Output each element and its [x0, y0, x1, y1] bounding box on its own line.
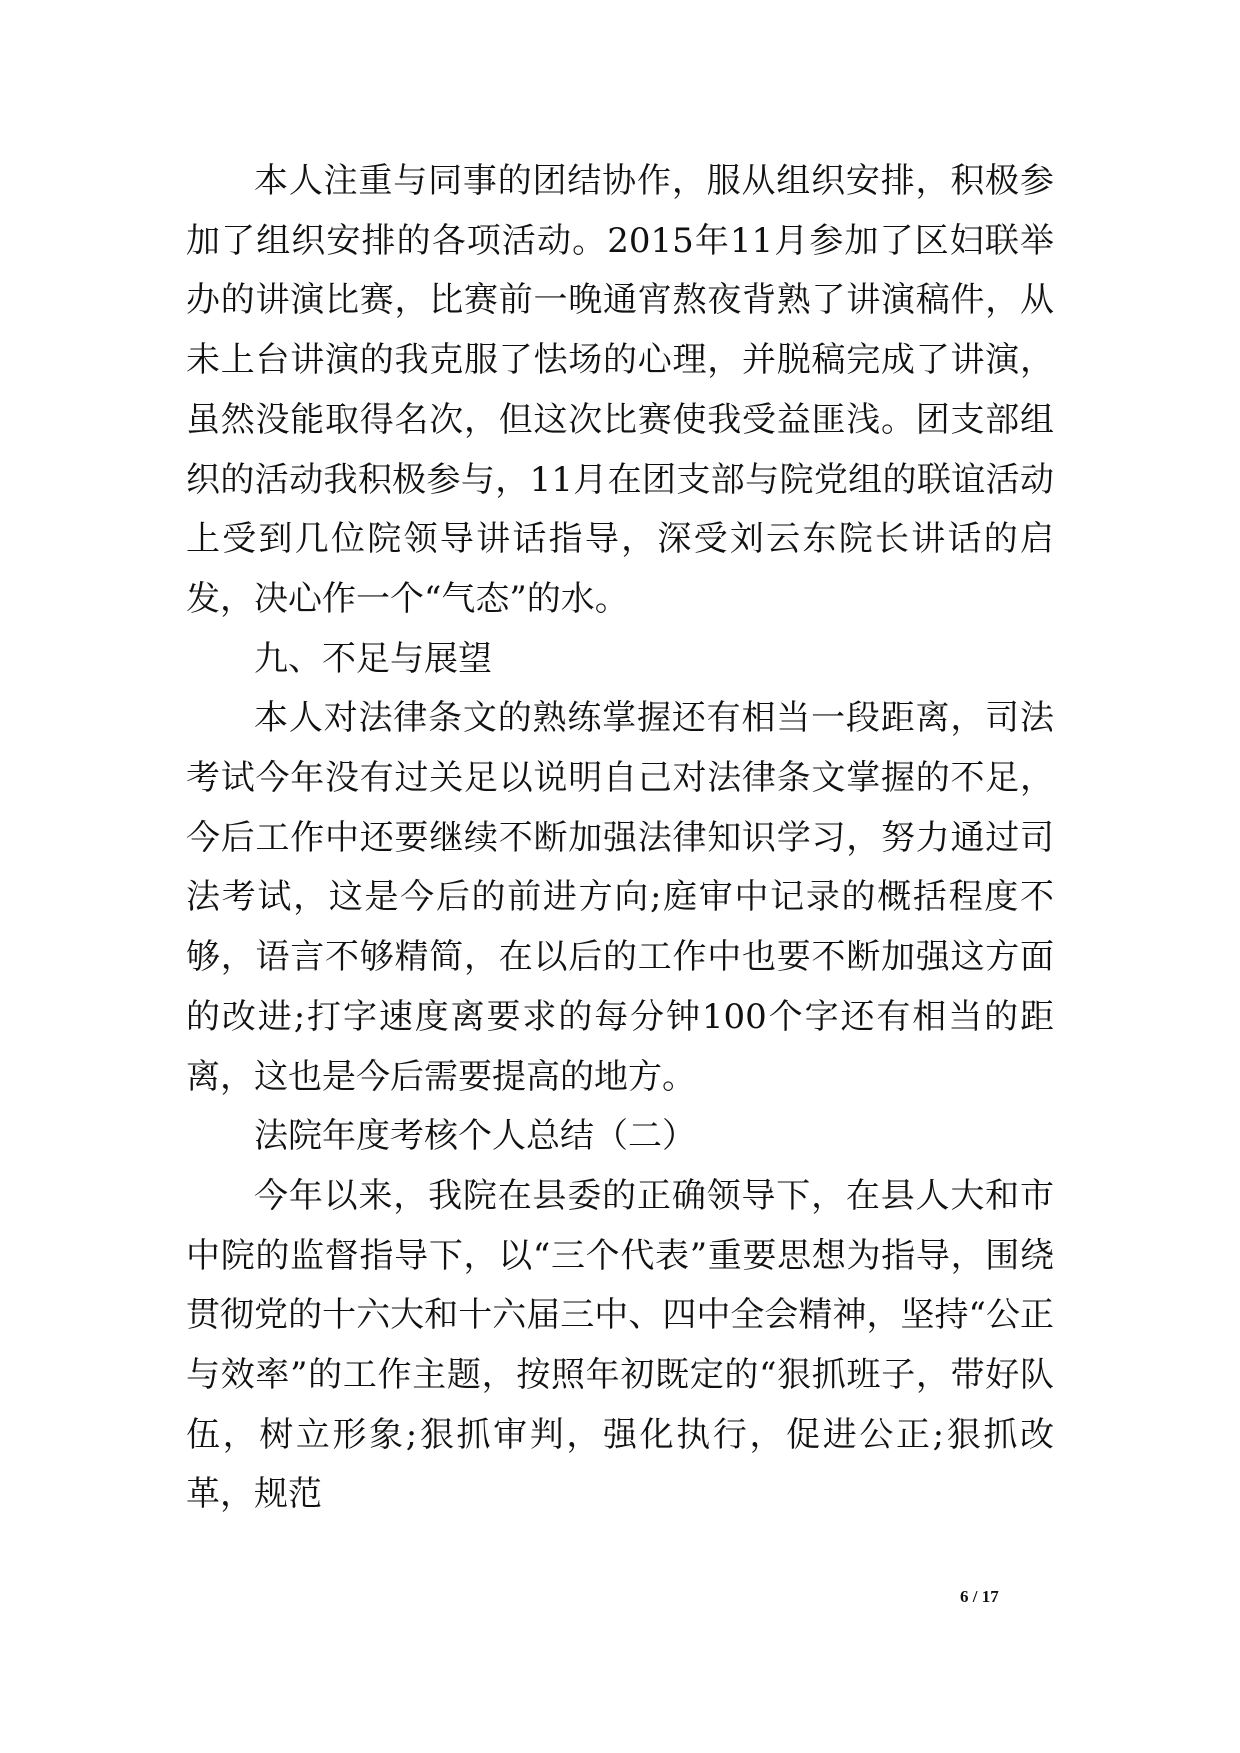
document-body — [186, 152, 1054, 1525]
document-subtitle: 法院年度考核个人总结（二） — [254, 1116, 696, 1157]
paragraph-shortcomings: 本人对法律条文的熟练掌握还有相当一段距离，司法考试今年没有过关足以说明自己对法律条文掌握的不足，今后工作中还要继续不断加强法律知识学习，努力通过司法考试，这是今后的前进方向;庭审中记录的概括程度不够，语言不够精简，在以后的工作中也要不断加强这方面的改进;打字速度离要求的每分钟100个字还有相当的距离，这也是今后需要提高的地方。 — [186, 698, 1054, 1097]
paragraph-court-summary: 今年以来，我院在县委的正确领导下，在县人大和市中院的监督指导下，以“三个代表”重要思想为指导，围绕贯彻党的十六大和十六届三中、四中全会精神，坚持“公正与效率”的工作主题，按照年初既定的“狠抓班子，带好队伍，树立形象;狠抓审判，强化执行，促进公正;狠抓改革，规范 — [186, 1175, 1054, 1515]
paragraph-teamwork: 本人注重与同事的团结协作，服从组织安排，积极参加了组织安排的各项活动。2015年11月参加了区妇联举办的讲演比赛，比赛前一晚通宵熬夜背熟了讲演稿件，从未上台讲演的我克服了怯场的心理，并脱稿完成了讲演，虽然没能取得名次，但这次比赛使我受益匪浅。团支部组织的活动我积极参与，11月在团支部与院党组的联谊活动上受到几位院领导讲话指导，深受刘云东院长讲话的启发，决心作一个“气态”的水。 — [186, 161, 1054, 619]
page-number: 6 / 17 — [960, 1587, 999, 1606]
section-heading-shortcomings: 九、不足与展望 — [254, 638, 492, 679]
